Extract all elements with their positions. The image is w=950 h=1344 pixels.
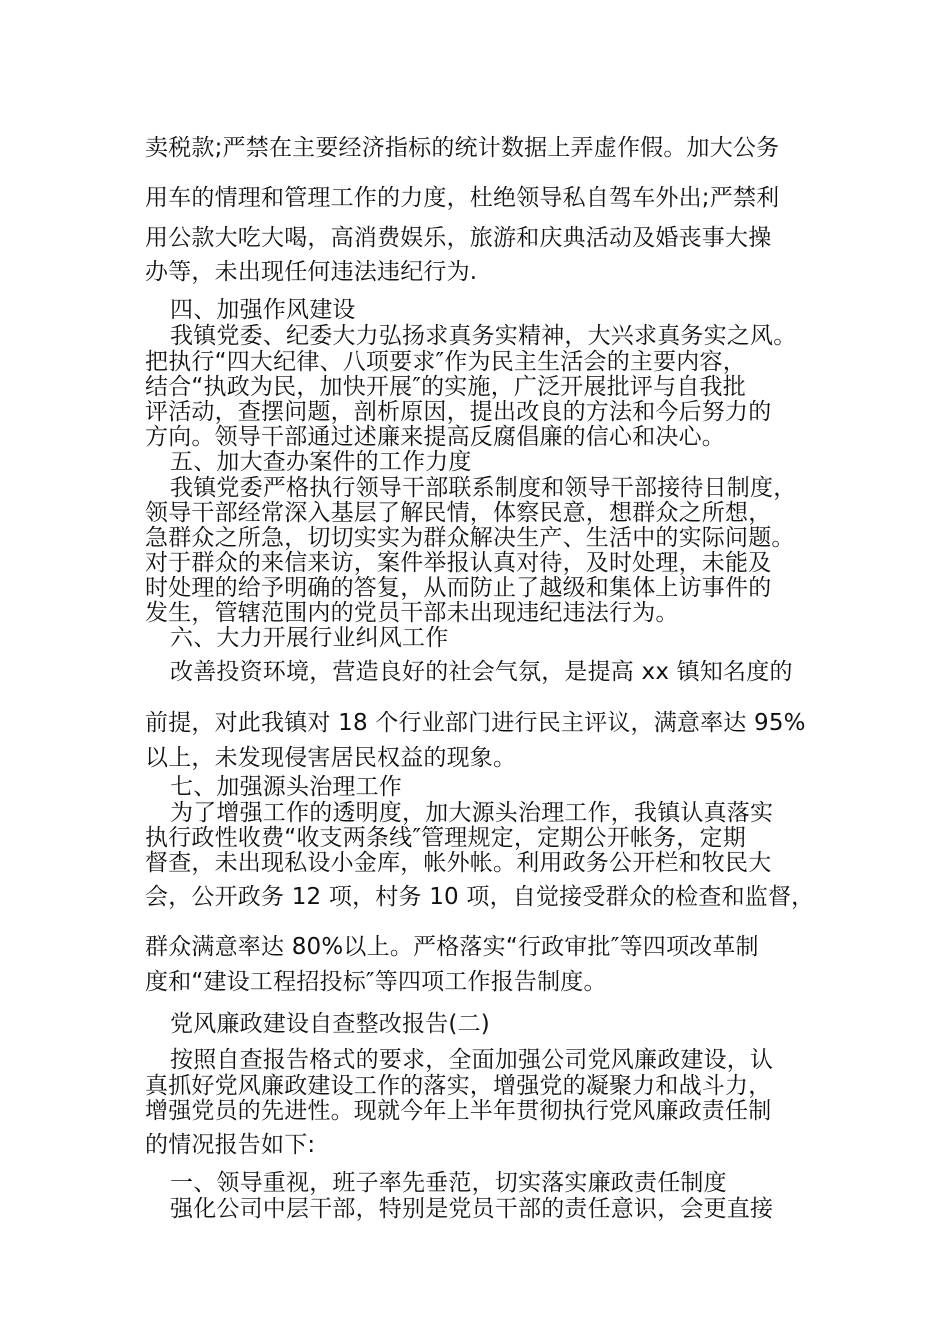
paragraph-line: 群众满意率达 80%以上。严格落实“行政审批″等四项改革制 [145, 934, 759, 960]
paragraph-line: 用公款大吃大喝，高消费娱乐，旅游和庆典活动及婚丧事大操 [145, 225, 772, 251]
paragraph-line: 为了增强工作的透明度，加大源头治理工作，我镇认真落实 [170, 800, 774, 826]
paragraph-line: 前提，对此我镇对 18 个行业部门进行民主评议，满意率达 95% [145, 710, 806, 736]
paragraph-line: 的情况报告如下: [145, 1132, 316, 1158]
paragraph-line: 急群众之所急，切切实实为群众解决生产、生活中的实际问题。 [145, 525, 795, 551]
paragraph-line: 领导干部经常深入基层了解民情，体察民意，想群众之所想， [145, 500, 772, 526]
section-heading: 五、加大查办案件的工作力度 [170, 449, 472, 475]
paragraph-line: 方向。领导干部通过述廉来提高反腐倡廉的信心和决心。 [145, 424, 725, 450]
section-heading: 六、大力开展行业纠风工作 [170, 625, 449, 651]
paragraph-line: 结合“执政为民，加快开展″的实施，广泛开展批评与自我批 [145, 374, 746, 400]
paragraph-line: 我镇党委、纪委大力弘扬求真务实精神，大兴求真务实之风。 [170, 323, 797, 349]
paragraph-line: 督查，未出现私设小金库，帐外帐。利用政务公开栏和牧民大 [145, 850, 772, 876]
section-heading: 一、领导重视，班子率先垂范，切实落实廉政责任制度 [170, 1170, 727, 1196]
paragraph-line: 度和“建设工程招投标″等四项工作报告制度。 [145, 969, 607, 995]
section-heading: 七、加强源头治理工作 [170, 774, 402, 800]
paragraph-line: 时处理的给予明确的答复，从而防止了越级和集体上访事件的 [145, 575, 772, 601]
paragraph-line: 卖税款;严禁在主要经济指标的统计数据上弄虚作假。加大公务 [145, 135, 780, 161]
paragraph-line: 把执行“四大纪律、八项要求″作为民主生活会的主要内容， [145, 349, 746, 375]
paragraph-line: 用车的情理和管理工作的力度，杜绝领导私自驾车外出;严禁利 [145, 185, 780, 211]
paragraph-line: 真抓好党风廉政建设工作的落实，增强党的凝聚力和战斗力， [145, 1073, 772, 1099]
paragraph-line: 发生，管辖范围内的党员干部未出现违纪违法行为。 [145, 600, 679, 626]
paragraph-line: 执行政性收费“收支两条线″管理规定，定期公开帐务，定期 [145, 825, 746, 851]
report-title: 党风廉政建设自查整改报告(二) [170, 1011, 490, 1037]
paragraph-line: 会，公开政务 12 项，村务 10 项，自觉接受群众的检查和监督， [145, 884, 815, 910]
paragraph-line: 改善投资环境，营造良好的社会气氛，是提高 xx 镇知名度的 [170, 659, 793, 685]
paragraph-line: 强化公司中层干部，特别是党员干部的责任意识，会更直接 [170, 1196, 774, 1222]
paragraph-line: 评活动，查摆问题，剖析原因，提出改良的方法和今后努力的 [145, 399, 772, 425]
paragraph-line: 以上，未发现侵害居民权益的现象。 [145, 745, 517, 771]
section-heading: 四、加强作风建设 [170, 297, 356, 323]
paragraph-line: 办等，未出现任何违法违纪行为. [145, 259, 478, 285]
paragraph-line: 增强党员的先进性。现就今年上半年贯彻执行党风廉政责任制 [145, 1098, 772, 1124]
paragraph-line: 按照自查报告格式的要求，全面加强公司党风廉政建设，认 [170, 1047, 774, 1073]
paragraph-line: 我镇党委严格执行领导干部联系制度和领导干部接待日制度， [170, 475, 797, 501]
paragraph-line: 对于群众的来信来访，案件举报认真对待，及时处理，未能及 [145, 550, 772, 576]
